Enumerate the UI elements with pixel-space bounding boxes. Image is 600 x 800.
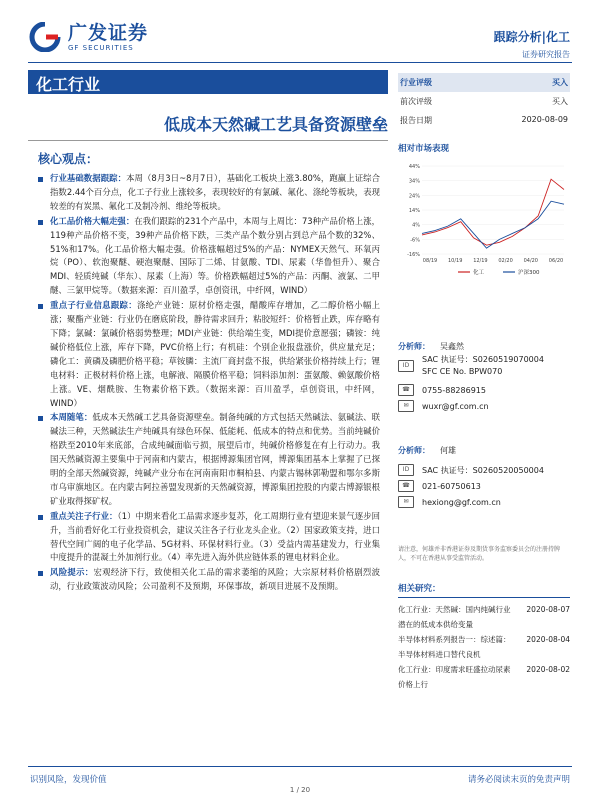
- bullet-icon: [38, 416, 43, 421]
- brand-name-en: GF SECURITIES: [68, 43, 134, 52]
- x-tick-label: 06/20: [548, 258, 564, 264]
- phone-icon: ☎: [398, 384, 414, 396]
- paragraph: [38, 299, 380, 410]
- brand-name-cn: 广发证券: [68, 21, 149, 44]
- y-tick-label: 14%: [408, 208, 420, 214]
- page-title: 低成本天然碱工艺具备资源壁垒: [163, 115, 388, 134]
- rating-previous: 前次评级 买入: [400, 97, 568, 106]
- paragraph: [38, 215, 380, 298]
- bullet-icon: [38, 177, 43, 182]
- y-tick-label: 24%: [408, 193, 420, 200]
- related-item[interactable]: 化工行业：天然碱：国内纯碱行业潜在的低成本供给变量 2020-08-07: [398, 605, 570, 629]
- x-tick-label: 04/20: [523, 258, 539, 264]
- rating-box: [398, 73, 570, 130]
- paragraph-text: （1）中期来看化工品需求逐步复苏，化工周期行业有望迎来景气逐步回升，当前看好化工行业投资机会，建议关注各子行业龙头企业。（2）国家政策支持，进口替代空间广阔的电子化学品、5G材料、环保材料行业。（3）受益内需基建发力，行业集中度提升的混凝土外加剂行业。（4）率先进入海外供应链体系的锂电材料企业。: [50, 510, 381, 563]
- paragraph-text: 本周（8月3日~8月7日），基础化工板块上涨3.80%，跑赢上证综合指数2.44个百分点，化工子行业上涨较多，表现较好的有氯碱、氟化、涤纶等板块，表现较差的有炭黑、氟化工及制冷剂、维纶等板块。: [50, 173, 380, 211]
- legend-label: 化工: [473, 270, 485, 276]
- paragraph-text: 低成本天然碱工艺具备资源壁垒。制备纯碱的方式包括天然碱法、氨碱法、联碱法三种，天然碱法生产纯碱具有绿色环保、低能耗、低成本的特点和优势。当前纯碱价格跌至2010年来底部，合成纯碱面临亏损，展望后市，纯碱价格修复在有上行动力。我国天然碱资源主要集中于河南和内蒙古，根据博源集团官网，博源集团基本上掌握了已探明的全部天然碱资源，纯碱产业分布在河南南阳市桐柏县、内蒙古锡林郭勒盟和鄂尔多斯市乌审旗地区。在内蒙古阿拉善盟发现新的天然碱资源，博源集团控股的内蒙古博源银根矿业取得探矿权。: [50, 412, 381, 506]
- analyst-email[interactable]: wuxr@gf.com.cn: [422, 401, 489, 411]
- footer-disclaimer-note: 请务必阅读末页的免责声明: [467, 775, 570, 785]
- industry-banner: 化工行业: [28, 70, 388, 94]
- y-tick-label: 4%: [412, 222, 420, 229]
- phone-icon: ☎: [398, 480, 414, 492]
- analyst-phone: 021-60750613: [422, 481, 481, 491]
- report-subtitle: 证券研究报告: [522, 50, 570, 59]
- bullet-icon: [38, 571, 43, 576]
- analyst-name: 吴鑫然: [440, 341, 464, 351]
- bullet-icon: [38, 304, 43, 309]
- related-item[interactable]: 半导体材料系列报告一：综述篇：半导体材料进口替代良机 2020-08-04: [398, 635, 570, 659]
- report-date: 报告日期 2020-08-09: [400, 115, 568, 125]
- rating-header: 行业评级 买入: [398, 73, 570, 92]
- y-tick-label: 34%: [408, 178, 420, 185]
- x-tick-label: 08/19: [422, 258, 438, 264]
- analyst-phone: 0755-88286915: [422, 385, 486, 395]
- analyst-sfc: SFC CE No. BPW070: [422, 367, 503, 376]
- body-text: [38, 172, 380, 594]
- id-card-icon: ID: [398, 464, 414, 476]
- analyst-email[interactable]: hexiong@gf.com.cn: [422, 497, 501, 507]
- paragraph-lead: 本周随笔：: [50, 412, 93, 423]
- analyst-name: 何雄: [440, 445, 456, 455]
- x-tick-label: 02/20: [498, 258, 513, 264]
- id-card-icon: ID: [398, 360, 414, 372]
- paragraph: [38, 566, 380, 594]
- analyst-label: 分析师：: [398, 445, 430, 455]
- y-tick-label: -6%: [410, 237, 420, 244]
- paragraph-lead: 行业基础数据跟踪：: [50, 173, 127, 183]
- footer-slogan: 识别风险，发现价值: [30, 775, 107, 785]
- related-title: 相关研究：: [398, 582, 570, 598]
- brand-logo: [28, 22, 148, 52]
- paragraph: [38, 172, 380, 214]
- legend-label: 沪深300: [518, 270, 540, 276]
- analyst-sac: SAC 执证号：S0260520050004: [422, 465, 544, 475]
- analyst-sac: SAC 执证号：S0260519070004: [422, 355, 544, 364]
- x-tick-label: 12/19: [473, 258, 488, 264]
- paragraph-text: 在我们跟踪的231个产品中，本周与上周比：73种产品价格上涨，119种产品价格不变，39种产品价格下跌，三类产品个数分别占到总产品个数的32%、51%和17%。化工品价格大幅走强。价格涨幅超过5%的产品：NYMEX天然气、环氧丙烷（PO）、软泡聚醚、硬泡聚醚、国际丁二烯、甘氨酸、TDI、尿素（华鲁恒升）、聚合MDI、轻质纯碱（华东）、尿素（上海）等。价格跌幅超过5%的产品：丙酮、液氯、二甲醚、三氯甲烷等。（数据来源：百川盈孚，卓创资讯，中纤网，WIND）: [50, 215, 381, 296]
- email-icon: ✉: [398, 400, 414, 412]
- bullet-icon: [38, 515, 43, 520]
- report-type: 跟踪分析|化工: [493, 30, 570, 44]
- analyst-block-1: [398, 338, 570, 414]
- market-title: 相对市场表现: [398, 144, 450, 154]
- related-research: [398, 582, 570, 692]
- title-divider: [28, 140, 388, 141]
- header-divider: [28, 62, 572, 63]
- page-number: 1 / 20: [289, 786, 311, 794]
- gf-logo-icon: [28, 22, 62, 52]
- email-icon: ✉: [398, 496, 414, 508]
- x-tick-label: 10/19: [447, 258, 463, 264]
- y-tick-label: 44%: [408, 164, 420, 170]
- paragraph-lead: 重点关注子行业：: [50, 510, 118, 521]
- paragraph: [38, 411, 380, 508]
- relative-performance-chart: [398, 158, 570, 278]
- paragraph-text: 涤纶产业链：原材价格走强，醋酸库存增加，乙二醇价格小幅上涨；聚酯产业链：行业仍在磨底阶段，静待需求回升；粘胶短纤：价格暂止跌，库存略有下降；氯碱：氯碱价格弱势整理；MDI产业链：供给端生变，MDI提价意愿强；磷铵：纯碱价格低位上涨，库存下降，PVC价格上行；有机硅：个别企业报盘涨价，供应量充足；磷化工：黄磷及磷肥价格平稳；草铵膦：主流厂商封盘不报，供给紧张价格持续上行；锂电材料：正极材料价格上涨，电解液、隔膜价格平稳；饲料添加剂：蛋氨酸、赖氨酸价格上涨。VE、烟酰胺、生物素价格下跌。（数据来源：百川盈孚，卓创资讯，中纤网，WIND）: [50, 300, 381, 408]
- related-item[interactable]: 化工行业：印度需求旺盛拉动尿素价格上行 2020-08-02: [398, 665, 570, 689]
- bullet-icon: [38, 220, 43, 225]
- analyst-block-2: [398, 442, 570, 510]
- paragraph: [38, 510, 380, 566]
- y-tick-label: -16%: [407, 252, 420, 258]
- paragraph-text: 宏观经济下行，致使相关化工品的需求萎缩的风险；大宗原材料价格剧烈波动，行业政策波动风险；公司盈利不及预期，环保事故，新项目进展不及预期。: [50, 567, 381, 592]
- paragraph-lead: 风险提示：: [50, 567, 94, 578]
- disclaimer: 请注意，何雄并非香港证券及期货事务监察委员会的注册持牌人，不可在香港从事受监管活动。: [398, 546, 561, 562]
- key-points-title: 核心观点：: [38, 152, 99, 166]
- paragraph-lead: 重点子行业信息跟踪：: [50, 300, 137, 311]
- analyst-label: 分析师：: [398, 341, 430, 351]
- paragraph-lead: 化工品价格大幅走强：: [50, 215, 135, 226]
- footer-divider: [28, 766, 572, 767]
